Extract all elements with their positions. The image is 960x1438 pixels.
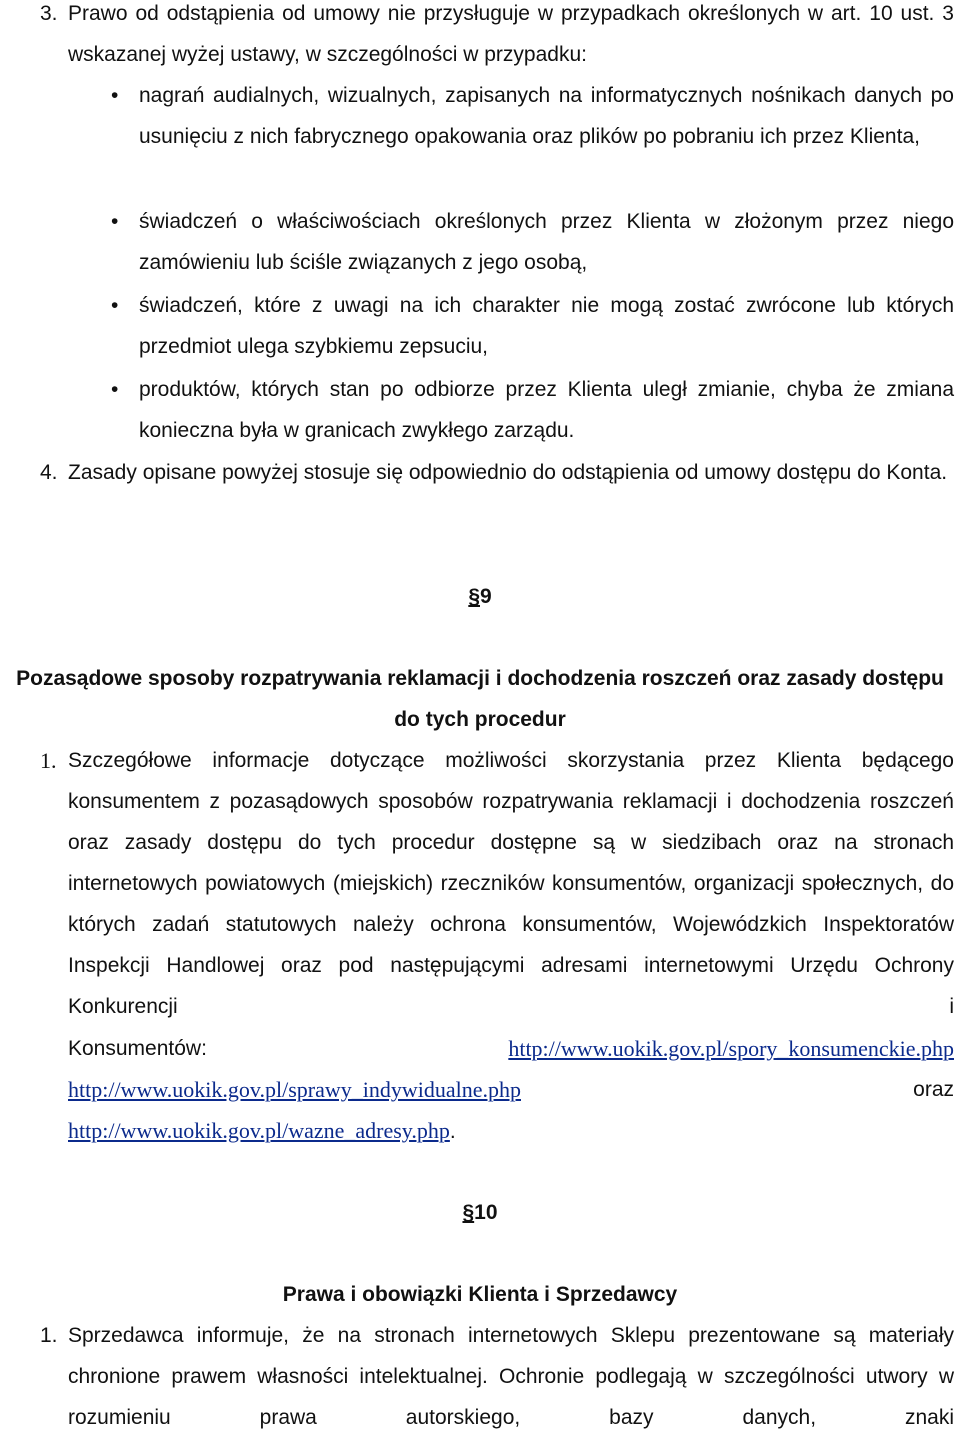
section-title: Prawa i obowiązki Klienta i Sprzedawcy [282,1283,678,1306]
paragraph-s10-1 [40,1315,954,1438]
list-item [111,75,954,157]
list-item-text: świadczeń, które z uwagi na ich charakter nie mogą zostać zwrócone lub których przedmiot ulega szybkiemu zepsuciu, [139,294,954,358]
paragraph-number: 1. [40,748,57,773]
bullet-icon: • [111,294,119,317]
section-symbol: § [468,585,480,608]
bullet-icon: • [111,84,119,107]
link-sprawy-indywidualne[interactable]: http://www.uokik.gov.pl/sprawy_indywidualne.php [68,1077,521,1102]
paragraph-number: 3. [40,2,58,25]
list-item [111,369,954,451]
list-item-text: produktów, których stan po odbiorze przez Klienta uległ zmianie, chyba że zmiana konieczna była w granicach zwykłego zarządu. [139,378,954,442]
paragraph-4 [40,452,954,493]
list-item [111,201,954,283]
paragraph-text: Szczegółowe informacje dotyczące możliwości skorzystania przez Klienta będącego konsumentem z pozasądowych sposobów rozpatrywania reklamacji i dochodzenia roszczeń oraz zasady dostępu do tych procedur dostępne są w siedzibach oraz na stronach internetowych powiatowych (miejskich) rzeczników konsumentów, organizacji społecznych, do których zadań statutowych należy ochrona konsumentów, Wojewódzkich Inspektoratów Inspekcji Handlowej oraz pod następującymi adresami internetowymi Urzędu Ochrony Konkurencji i [68,749,954,1018]
link-row [68,1069,954,1111]
paragraph-s9-1 [40,740,954,1027]
paragraph-number: 4. [40,461,58,484]
section-number: 9 [480,585,492,608]
link-row [68,1110,954,1152]
section-heading [0,576,960,617]
link-spory-konsumenckie[interactable]: http://www.uokik.gov.pl/spory_konsumenckie.php [508,1036,954,1061]
paragraph-text: Zasady opisane powyżej stosuje się odpowiednio do odstąpienia od umowy dostępu do Konta. [68,461,948,484]
conjunction-oraz: oraz [913,1078,954,1101]
list-item [111,285,954,367]
section-number: 10 [474,1201,498,1224]
konsumentow-label: Konsumentów: [68,1037,207,1060]
paragraph-text: Prawo od odstąpienia od umowy nie przysługuje w przypadkach określonych w art. 10 ust. 3 wskazanej wyżej ustawy, w szczególności w przypadku: [68,2,954,66]
list-item-text: świadczeń o właściwościach określonych przez Klienta w złożonym przez niego zamówieniu lub ściśle związanych z jego osobą, [139,210,954,274]
section-title: Pozasądowe sposoby rozpatrywania reklamacji i dochodzenia roszczeń oraz zasady dostępu do tych procedur [16,667,944,731]
sentence-end: . [449,1120,456,1143]
bullet-icon: • [111,378,119,401]
paragraph-text: Sprzedawca informuje, że na stronach internetowych Sklepu prezentowane są materiały chronione prawem własności intelektualnej. Ochronie podlegają w szczególności utwory w rozumieniu prawa autorskiego, bazy danych, znaki [68,1324,954,1429]
section-heading [0,1192,960,1233]
section-symbol: § [462,1201,475,1224]
link-wazne-adresy[interactable]: http://www.uokik.gov.pl/wazne_adresy.php [68,1118,450,1143]
link-row [68,1028,954,1069]
bullet-icon: • [111,210,119,233]
list-item-text: nagrań audialnych, wizualnych, zapisanych na informatycznych nośnikach danych po usunięciu z nich fabrycznego opakowania oraz plików po pobraniu ich przez Klienta, [139,84,954,148]
paragraph-number: 1. [40,1324,58,1347]
paragraph-3 [40,0,954,75]
